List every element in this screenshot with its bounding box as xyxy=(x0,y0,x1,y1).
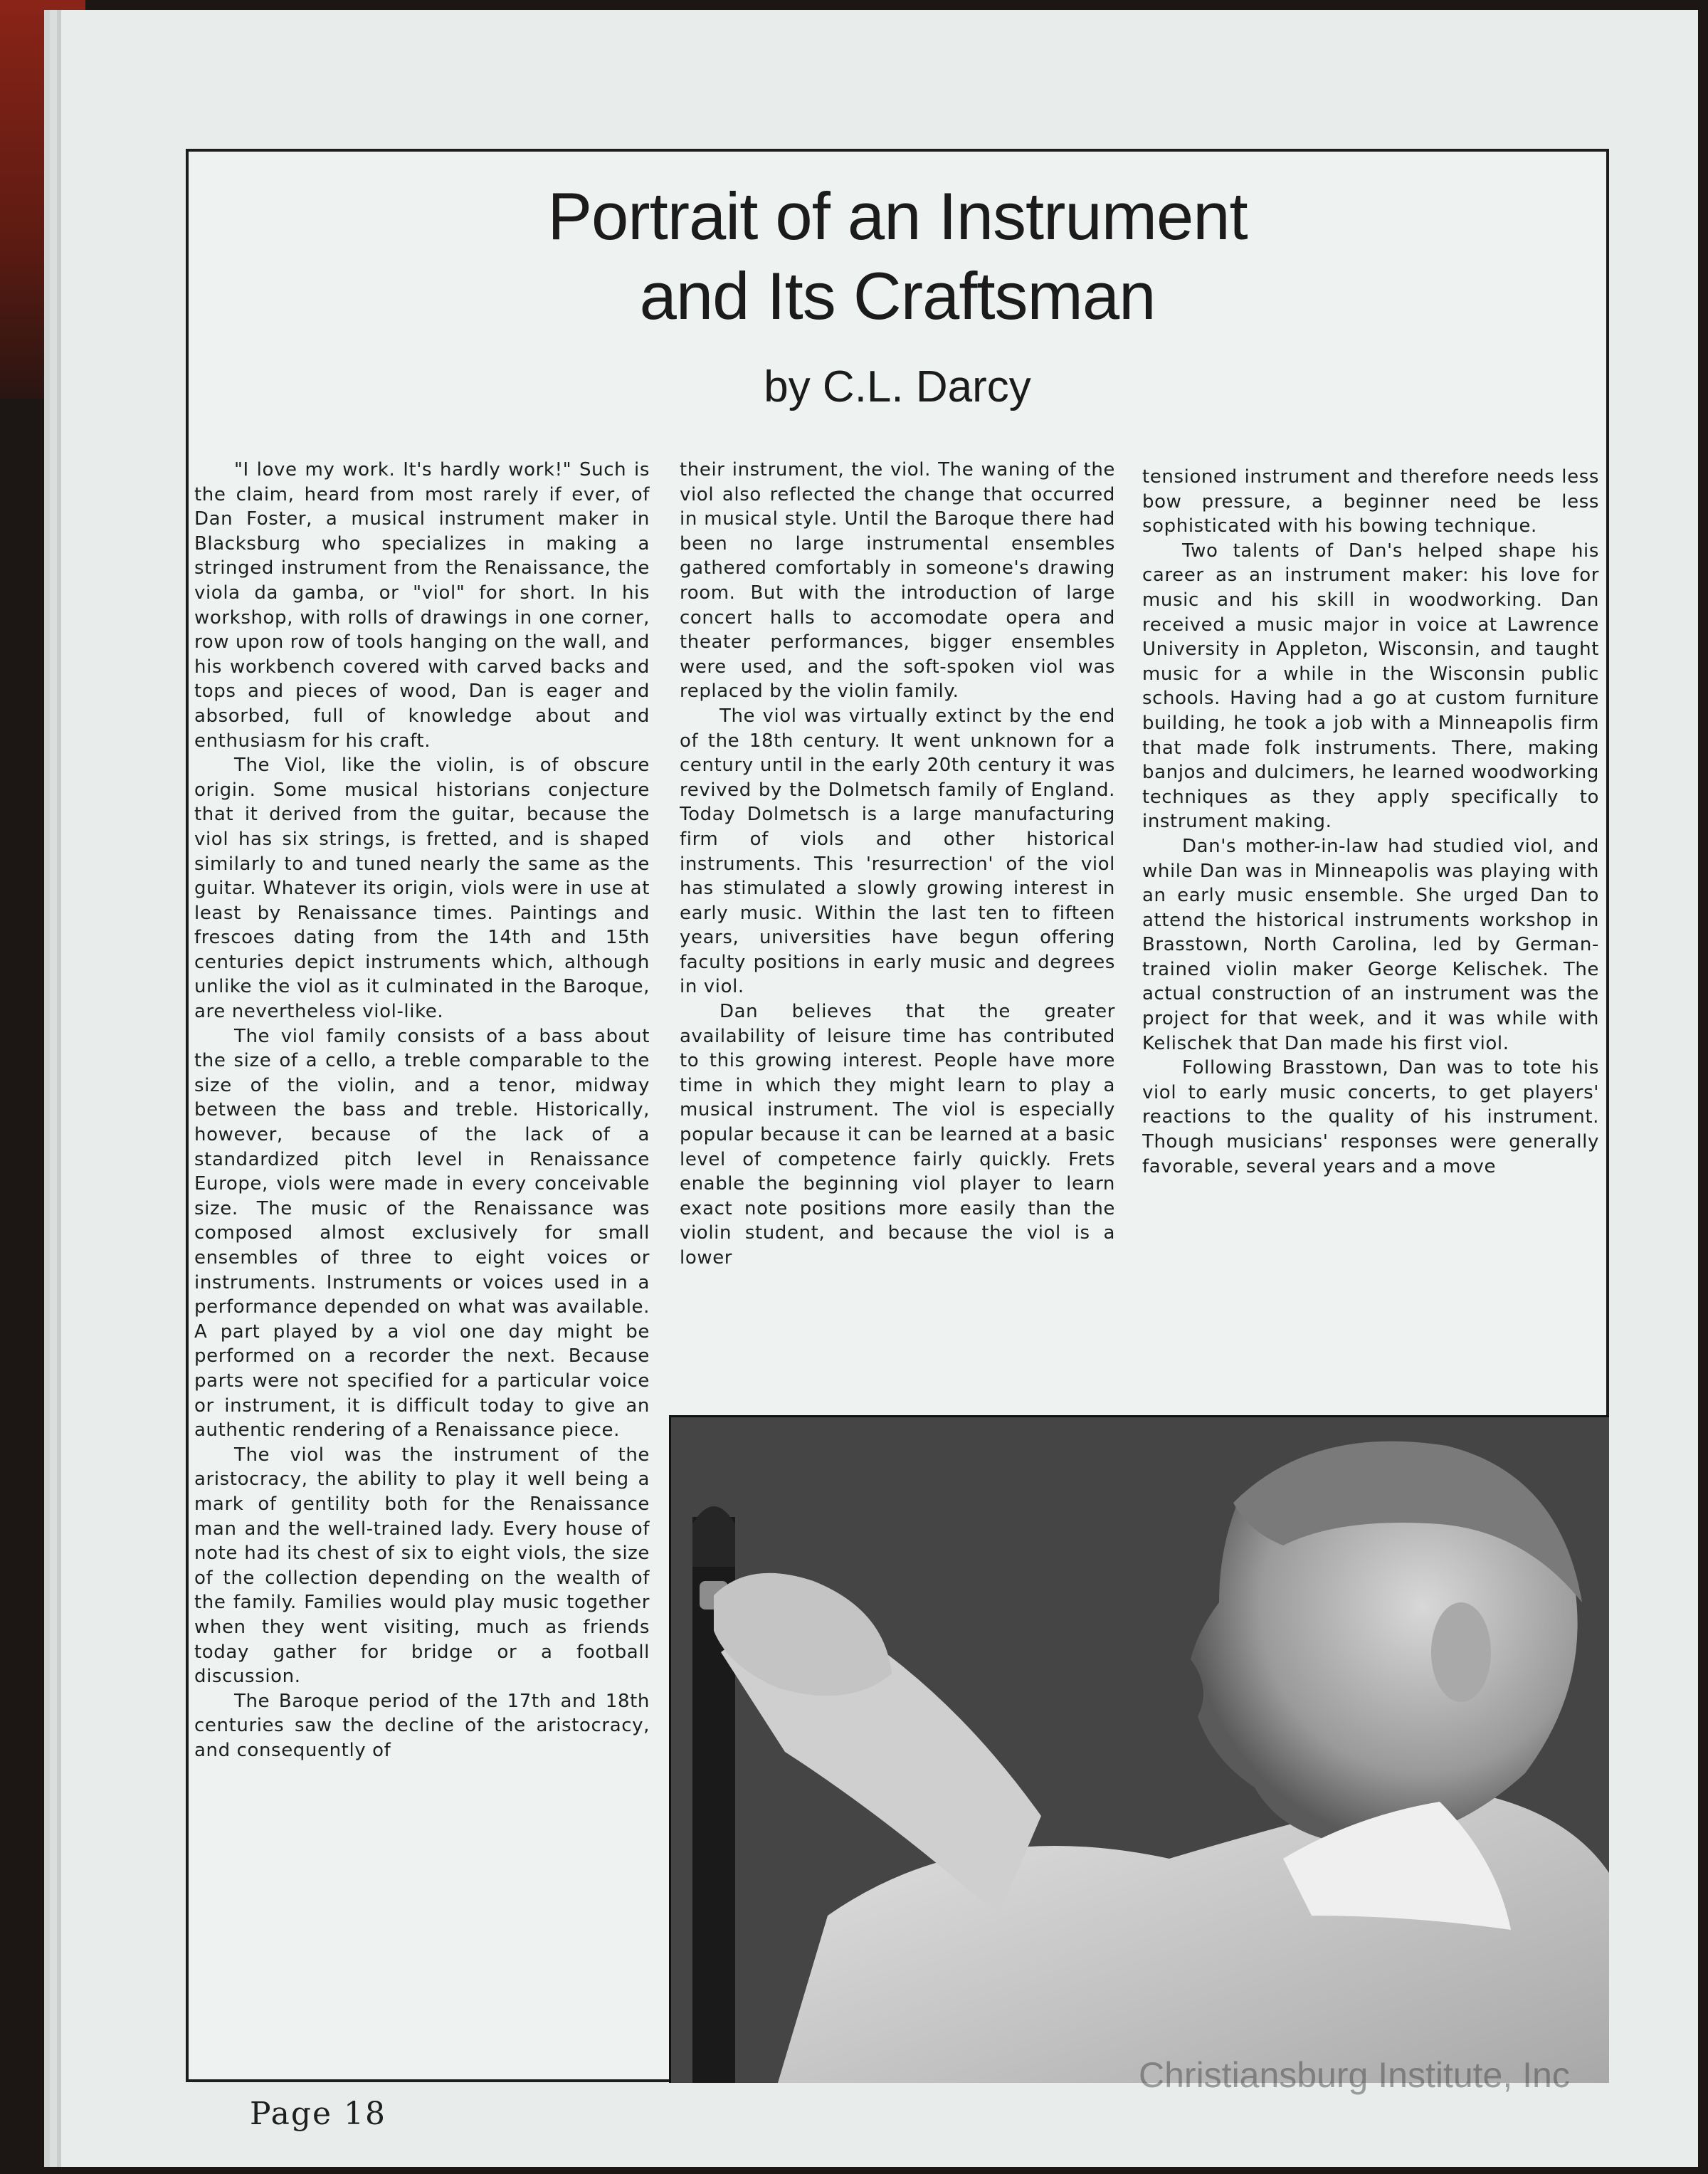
craftsman-photo-illustration xyxy=(671,1417,1609,2083)
article-title: Portrait of an Instrument and Its Craftsman xyxy=(547,179,1248,333)
paragraph: their instrument, the viol. The waning of the viol also reflected the change that occurred in musical style. Until the Baroque there had been no large instrumental ensembles gathered comfortably in someone's drawing room. But with the introduction of large concert halls to accomodate opera and theater performances, bigger ensembles were used, and the soft-spoken viol was replaced by the violin family. xyxy=(680,459,1115,703)
paragraph: The Viol, like the violin, is of obscure origin. Some musical historians conjecture that it derived from the guitar, because the viol has six strings, is fretted, and is shaped similarly to and tuned nearly the same as the guitar. Whatever its origin, viols were in use at least by Renaissance times. Paintings and frescoes dating from the 14th and 15th centuries depict instruments which, although unlike the viol as it culminated in the Baroque, are nevertheless viol-like. xyxy=(194,755,650,1023)
page-number: Page 18 xyxy=(250,2096,387,2132)
paragraph: "I love my work. It's hardly work!" Such is the claim, heard from most rarely if ever, of Dan Foster, a musical instrument maker in Blacksburg who specializes in making a stringed instrument from the Renaissance, the viola da gamba, or "viol" for short. In his workshop, with rolls of drawings in one corner, row upon row of tools hanging on the wall, and his workbench covered with carved backs and tops and pieces of wood, Dan is eager and absorbed, full of knowledge about and enthusiasm for his craft. xyxy=(194,459,650,752)
craftsman-photo xyxy=(669,1415,1609,2083)
paragraph: The viol family consists of a bass about the size of a cello, a treble comparable to the size of the violin, and a tenor, midway between the bass and treble. Historically, however, because of the lack of a standardized pitch level in Renaissance Europe, viols were made in every conceivable size. The music of the Renaissance was composed almost exclusively for small ensembles of three to eight voices or instruments. Instruments or voices used in a performance depended on what was available. A part played by a viol one day might be performed on a recorder the next. Because parts were not specified for a particular voice or instrument, it is difficult today to give an authentic rendering of a Renaissance piece. xyxy=(194,1025,650,1442)
column-1 xyxy=(194,458,650,2074)
column-2 xyxy=(680,458,1115,1547)
watermark: Christiansburg Institute, Inc xyxy=(1139,2055,1570,2095)
paragraph: The viol was the instrument of the aristocracy, the ability to play it well being a mark of gentility both for the Renaissance man and the well-trained lady. Every house of note had its chest of six to eight viols, the size of the collection depending on the wealth of the family. Families would play music together when they went visiting, much as friends today gather for bridge or a football discussion. xyxy=(194,1444,650,1688)
magazine-page xyxy=(57,10,1698,2167)
paragraph: The Baroque period of the 17th and 18th centuries saw the decline of the aristocracy, and consequently of xyxy=(194,1690,650,1761)
paragraph: The viol was virtually extinct by the end of the 18th century. It went unknown for a century until in the early 20th century it was revived by the Dolmetsch family of England. Today Dolmetsch is a large manufacturing firm of viols and other historical instruments. This 'resurrection' of the viol has stimulated a slowly growing interest in early music. Within the last ten to fifteen years, universities have begun offering faculty positions in early music and degrees in viol. xyxy=(680,705,1115,998)
article-byline: by C.L. Darcy xyxy=(764,362,1031,411)
paragraph: Dan's mother-in-law had studied viol, and while Dan was in Minneapolis was playing with an early music ensemble. She urged Dan to attend the historical instruments workshop in Brasstown, North Carolina, led by German-trained violin maker George Kelischek. The actual construction of an instrument was the project for that week, and it was while with Kelischek that Dan made his first viol. xyxy=(1142,835,1599,1054)
paragraph: Two talents of Dan's helped shape his career as an instrument maker: his love for music and his skill in woodworking. Dan received a music major in voice at Lawrence University in Appleton, Wisconsin, and taught music for a while in the Wisconsin public schools. Having had a go at custom furniture building, he took a job with a Minneapolis firm that made folk instruments. There, making banjos and dulcimers, he learned woodworking techniques as they apply specifically to instrument making. xyxy=(1142,540,1599,833)
paragraph: Dan believes that the greater availability of leisure time has contributed to this growing interest. People have more time in which they might learn to play a musical instrument. The viol is especially popular because it can be learned at a basic level of competence fairly quickly. Frets enable the beginning viol player to learn exact note positions more easily than the violin student, and because the viol is a lower xyxy=(680,1001,1115,1269)
paragraph: tensioned instrument and therefore needs less bow pressure, a beginner need be less sophisticated with his bowing technique. xyxy=(1142,466,1599,537)
column-3 xyxy=(1142,465,1599,1547)
article-frame xyxy=(186,149,1609,2082)
paragraph: Following Brasstown, Dan was to tote his viol to early music concerts, to get players' reactions to the quality of his instrument. Though musicians' responses were generally favorable, several years and a move xyxy=(1142,1057,1599,1177)
